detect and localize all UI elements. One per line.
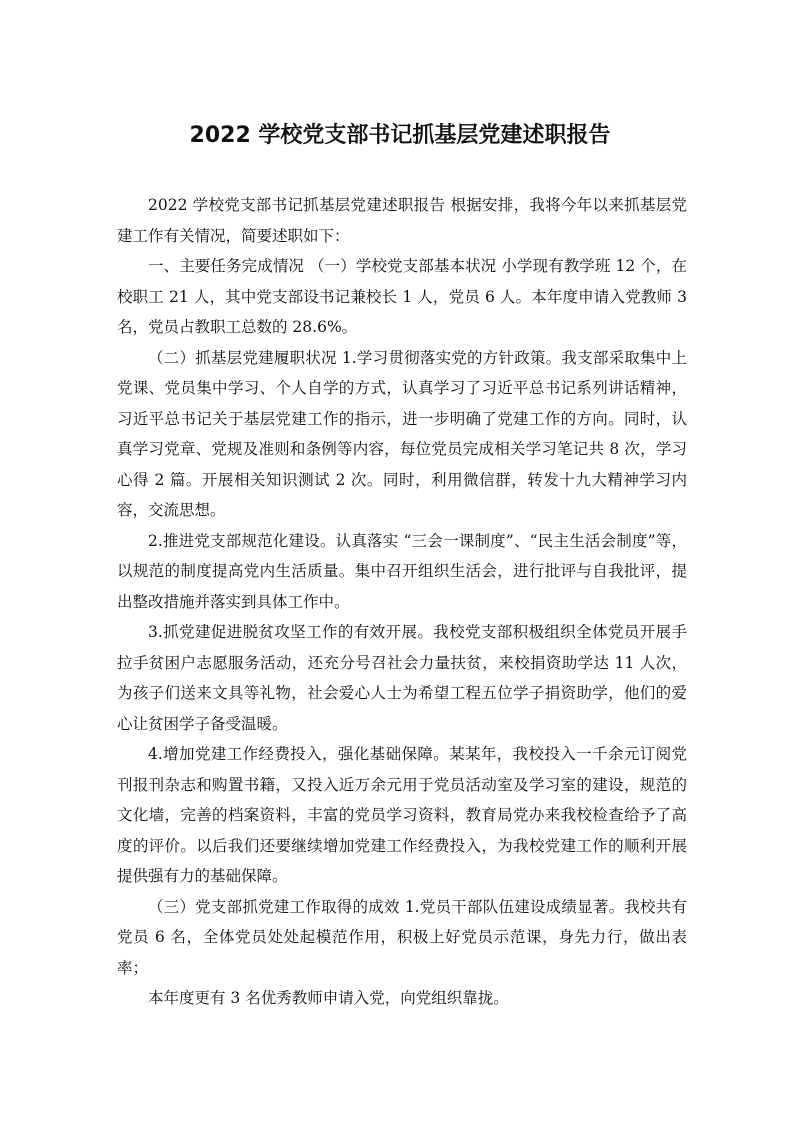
paragraph-standardization: 2.推进党支部规范化建设。认真落实 “三会一课制度”、“民主生活会制度”等，以规范的制度提高党内生活质量。集中召开组织生活会，进行批评与自我批评，提出整改措施并落实到具体工作中。 (117, 531, 687, 611)
paragraph-new-applicants: 本年度更有 3 名优秀教师申请入党，向党组织靠拢。 (148, 989, 509, 1007)
paragraph-intro: 2022 学校党支部书记抓基层党建述职报告 根据安排，我将今年以来抓基层党建工作有关情况，简要述职如下： (117, 196, 687, 245)
document-body (117, 190, 687, 1014)
paragraph-achievements: （三）党支部抓党建工作取得的成效 1.党员干部队伍建设成绩显著。我校共有党员 6 名，全体党员处处起模范作用，积极上好党员示范课，身先力行，做出表率； (117, 897, 687, 977)
paragraph-task-overview: 一、主要任务完成情况 （一）学校党支部基本状况 小学现有教学班 12 个，在校职工 21 人，其中党支部设书记兼校长 1 人，党员 6 人。本年度申请入党教师 3 名，党员占教职工总数的 28.6%。 (117, 257, 687, 336)
paragraph-duty-status: （二）抓基层党建履职状况 1.学习贯彻落实党的方针政策。我支部采取集中上党课、党员集中学习、个人自学的方式，认真学习了习近平总书记系列讲话精神，习近平总书记关于基层党建工作的指示，进一步明确了党建工作的方向。同时，认真学习党章、党规及准则和条例等内容，每位党员完成相关学习笔记共 8 次，学习心得 2 篇。开展相关知识测试 2 次。同时，利用微信群，转发十九大精神学习内容，交流思想。 (117, 348, 687, 519)
paragraph-poverty-alleviation: 3.抓党建促进脱贫攻坚工作的有效开展。我校党支部积极组织全体党员开展手拉手贫困户志愿服务活动，还充分号召社会力量扶贫，来校捐资助学达 11 人次，为孩子们送来文具等礼物，社会爱心人士为希望工程五位学子捐资助学，他们的爱心让贫困学子备受温暖。 (117, 623, 687, 733)
paragraph-funding: 4.增加党建工作经费投入，强化基础保障。某某年，我校投入一千余元订阅党刊报刊杂志和购置书籍，又投入近万余元用于党员活动室及学习室的建设，规范的文化墙，完善的档案资料，丰富的党员学习资料，教育局党办来我校检查给予了高度的评价。以后我们还要继续增加党建工作经费投入，为我校党建工作的顺利开展提供强有力的基础保障。 (117, 745, 687, 885)
document-title: 2022 学校党支部书记抓基层党建述职报告 (189, 123, 611, 148)
